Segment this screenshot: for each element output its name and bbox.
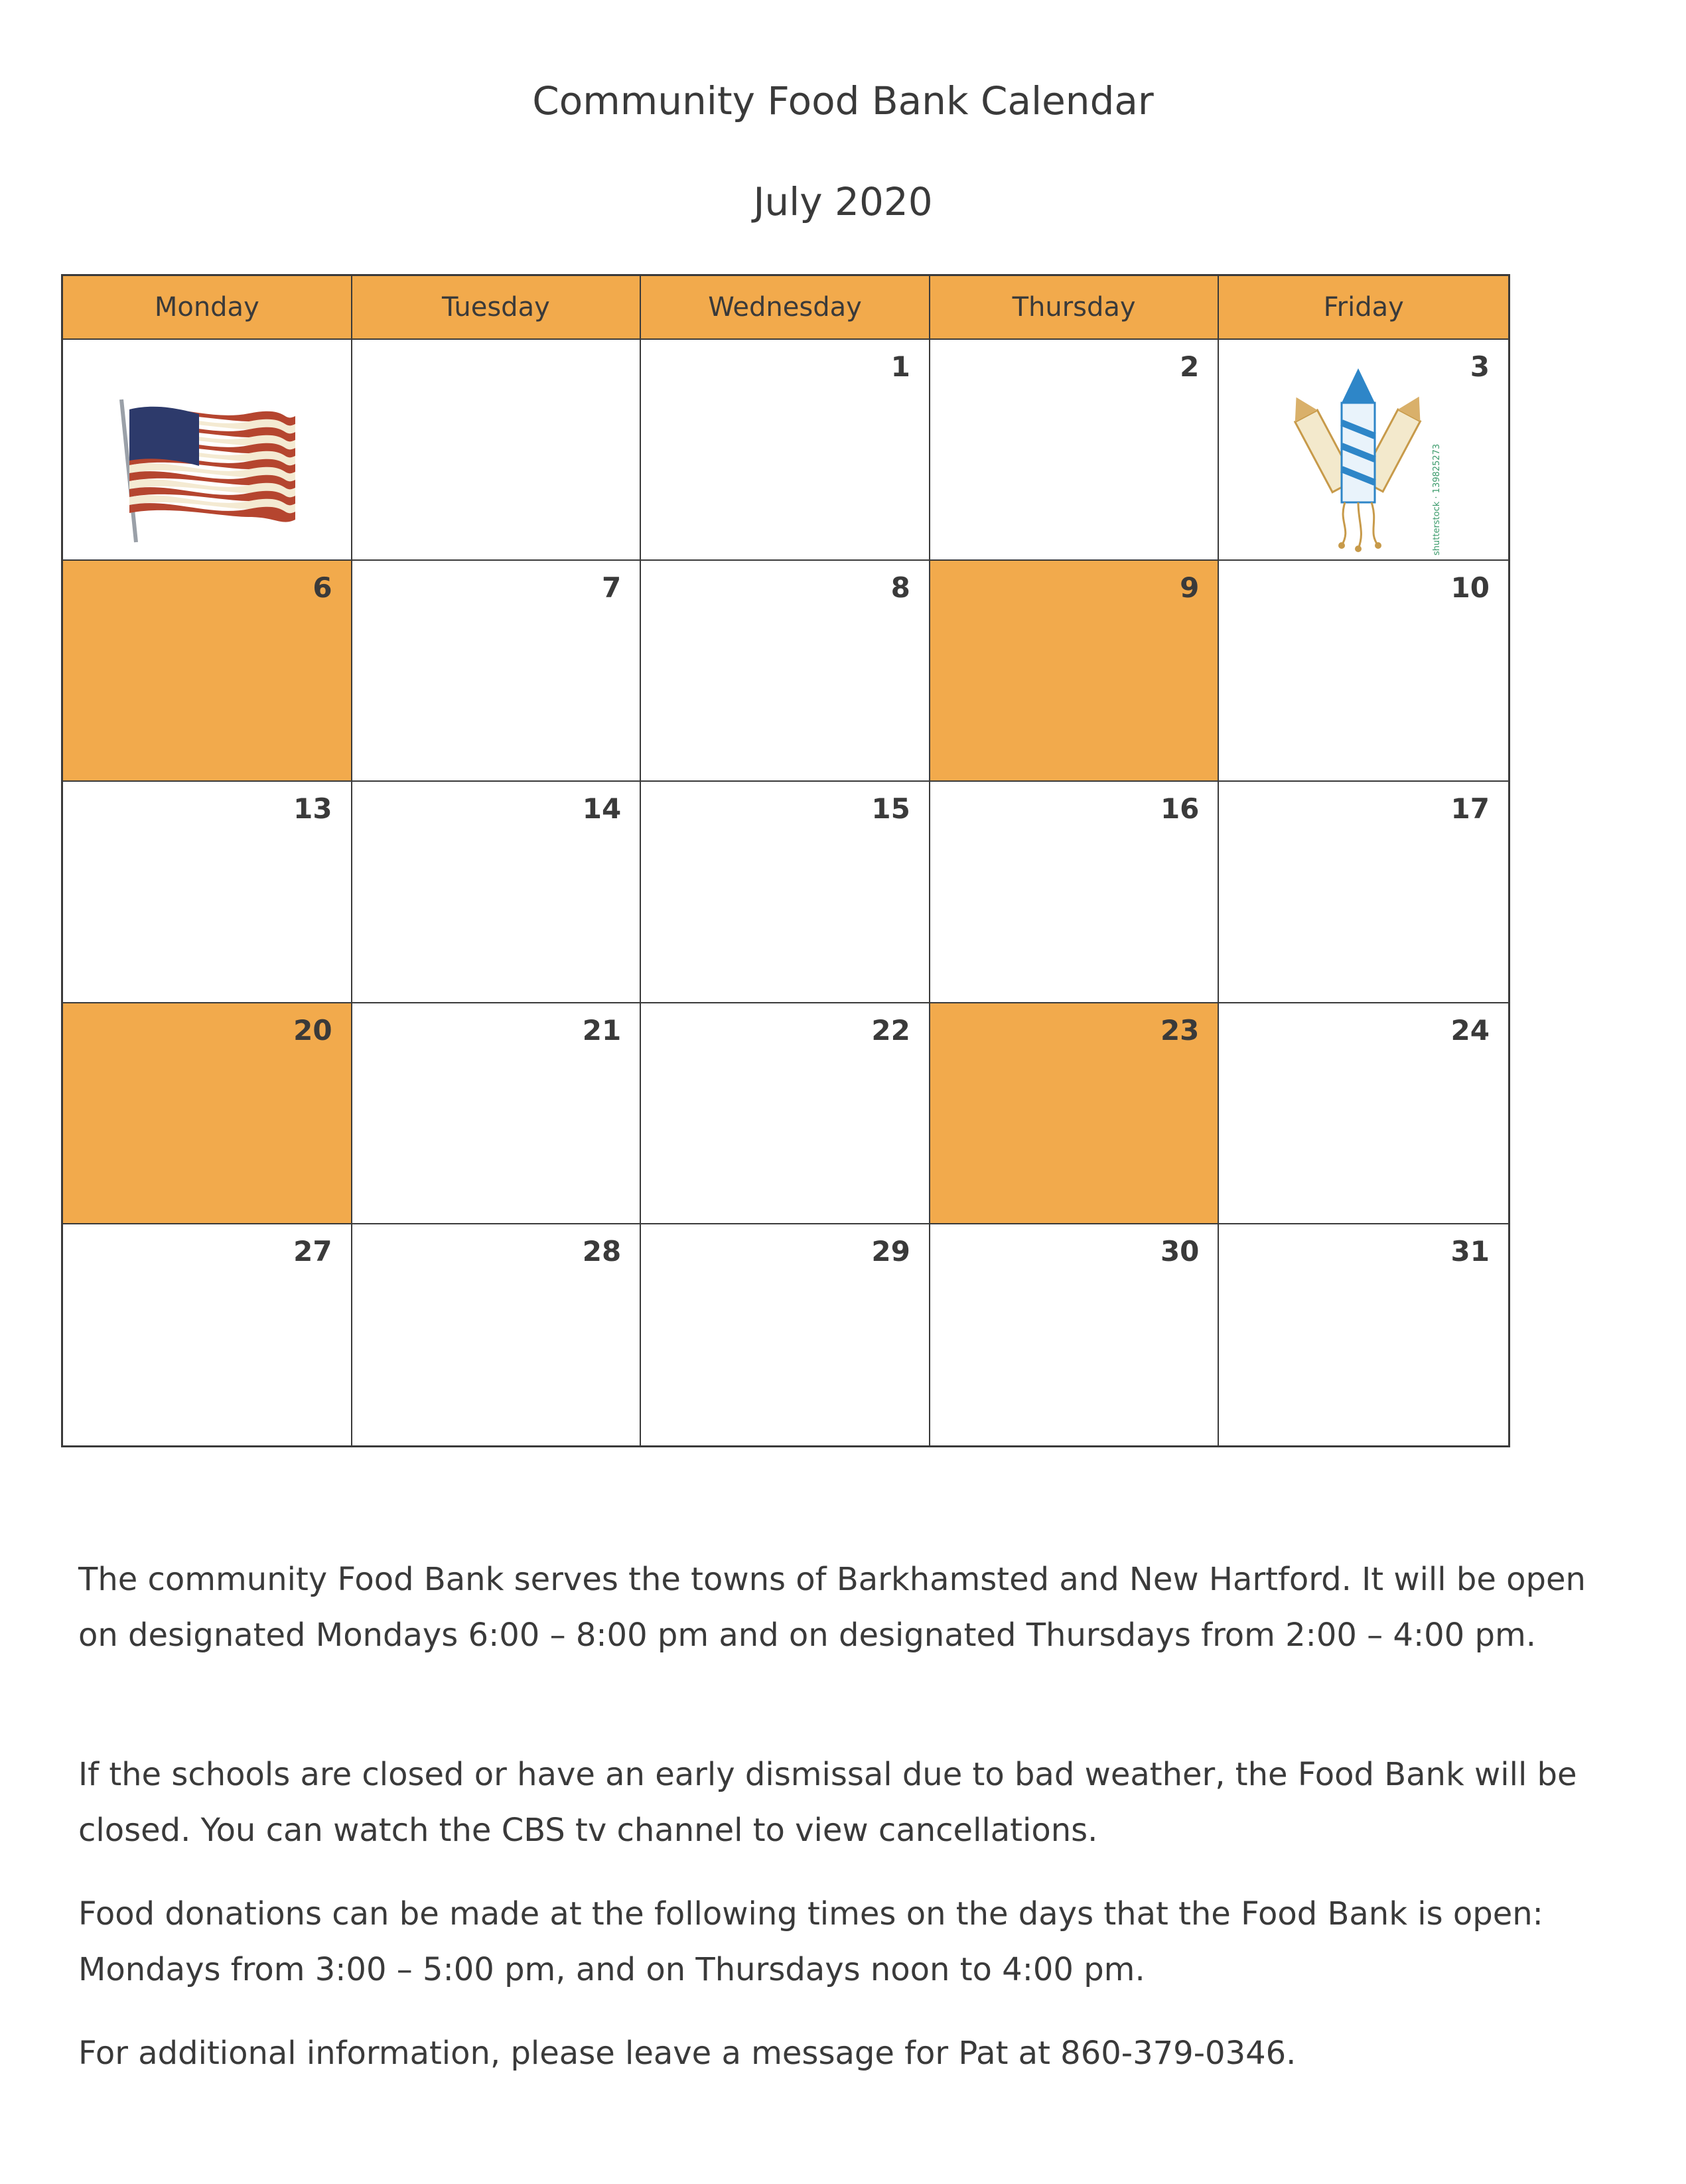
weekday-header-friday: Friday [1219, 276, 1508, 340]
weekday-header-thursday: Thursday [930, 276, 1220, 340]
day-number: 7 [601, 571, 622, 605]
day-number: 31 [1450, 1234, 1490, 1268]
day-cell-1 [641, 340, 930, 561]
day-number: 2 [1180, 350, 1200, 383]
day-cell-27 [63, 1224, 352, 1445]
day-number: 17 [1450, 792, 1490, 826]
day-number: 22 [871, 1013, 910, 1047]
day-cell-21 [352, 1003, 642, 1224]
day-cell-empty [63, 340, 352, 561]
day-cell-13 [63, 782, 352, 1003]
day-number: 24 [1450, 1013, 1490, 1047]
day-number: 27 [293, 1234, 332, 1268]
day-cell-14 [352, 782, 642, 1003]
month-title: July 2020 [753, 179, 933, 224]
contact-paragraph: For additional information, please leave a message for Pat at 860-379-0346. [78, 2035, 1297, 2072]
day-number: 23 [1160, 1013, 1200, 1047]
day-number: 29 [871, 1234, 910, 1268]
day-cell-28 [352, 1224, 642, 1445]
day-cell-6 [63, 561, 352, 782]
day-cell-empty [352, 340, 642, 561]
day-cell-17 [1219, 782, 1508, 1003]
day-number: 16 [1160, 792, 1200, 826]
day-number: 9 [1180, 571, 1200, 605]
day-cell-15 [641, 782, 930, 1003]
day-number: 13 [293, 792, 332, 826]
day-cell-20 [63, 1003, 352, 1224]
day-number: 10 [1450, 571, 1490, 605]
calendar-grid [61, 274, 1510, 1447]
stock-watermark: shutterstock · 139825273 [1432, 443, 1442, 555]
day-number: 20 [293, 1013, 332, 1047]
day-cell-10 [1219, 561, 1508, 782]
day-number: 14 [582, 792, 622, 826]
weekday-header-monday: Monday [63, 276, 352, 340]
day-number: 1 [890, 350, 910, 383]
day-cell-16 [930, 782, 1220, 1003]
day-cell-29 [641, 1224, 930, 1445]
day-cell-8 [641, 561, 930, 782]
firework-rockets-icon [1272, 363, 1444, 555]
day-cell-23 [930, 1003, 1220, 1224]
american-flag-icon [109, 393, 302, 546]
weekday-header-wednesday: Wednesday [641, 276, 930, 340]
weekday-header-tuesday: Tuesday [352, 276, 642, 340]
day-number: 30 [1160, 1234, 1200, 1268]
day-number: 21 [582, 1013, 622, 1047]
day-cell-31 [1219, 1224, 1508, 1445]
day-cell-30 [930, 1224, 1220, 1445]
day-number: 6 [313, 571, 332, 605]
day-number: 15 [871, 792, 910, 826]
day-number: 3 [1470, 350, 1490, 383]
day-cell-2 [930, 340, 1220, 561]
day-number: 28 [582, 1234, 622, 1268]
day-cell-3 [1219, 340, 1508, 561]
page-title: Community Food Bank Calendar [532, 78, 1154, 123]
weather-closure-paragraph: If the schools are closed or have an early dismissal due to bad weather, the Food Bank will be closed. You can watch the CBS tv channel to view cancellations. [78, 1756, 1577, 1849]
day-cell-7 [352, 561, 642, 782]
day-cell-24 [1219, 1003, 1508, 1224]
day-cell-9 [930, 561, 1220, 782]
day-number: 8 [890, 571, 910, 605]
donations-paragraph: Food donations can be made at the following times on the days that the Food Bank is open: Mondays from 3:00 – 5:00 pm, and on Thursdays noon to 4:00 pm. [78, 1895, 1543, 1988]
hours-paragraph: The community Food Bank serves the towns of Barkhamsted and New Hartford. It will be open on designated Mondays 6:00 – 8:00 pm and on designated Thursdays from 2:00 – 4:00 pm. [78, 1561, 1586, 1654]
day-cell-22 [641, 1003, 930, 1224]
